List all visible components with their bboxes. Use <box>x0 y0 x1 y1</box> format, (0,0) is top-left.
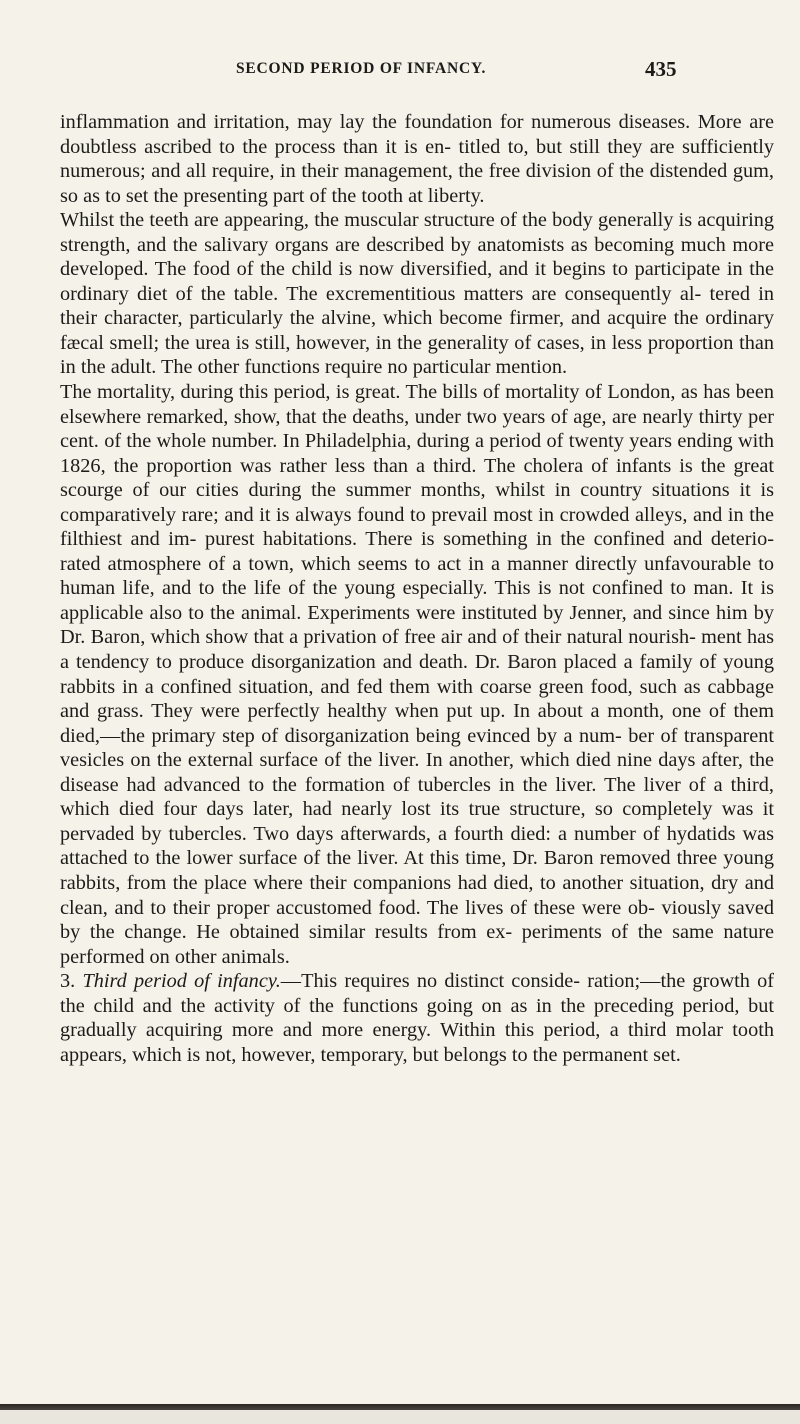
section-number: 3. <box>60 970 76 993</box>
page-number: 435 <box>645 57 677 81</box>
body-text <box>60 110 774 1067</box>
running-title: SECOND PERIOD OF INFANCY. <box>236 60 487 77</box>
section-text: —This requires no distinct conside- ration;—the growth of the child and the activity of the functions going on as in the preceding period, but gradually acquiring more and more energy. Within this period, a third molar tooth appears, which is not, however, temporary, but belongs to the permanent set. <box>60 970 774 1066</box>
page-bottom-margin <box>0 1410 800 1424</box>
section-heading: Third period of infancy. <box>82 970 281 993</box>
paragraph-muscular-structure: Whilst the teeth are appearing, the muscular structure of the body generally is acquiring strength, and the salivary organs are described by anatomists as becoming much more developed. The food of the child is now diversified, and it begins to participate in the ordinary diet of the table. The excrementitious matters are consequently al- tered in their character, particularly the alvine, which become firmer, and acquire the ordinary fæcal smell; the urea is still, however, in the generality of cases, in less proportion than in the adult. The other functions require no particular mention. <box>60 209 774 379</box>
running-head <box>0 57 800 90</box>
paragraph-teething-diseases: inflammation and irritation, may lay the foundation for numerous diseases. More are doubtless ascribed to the process than it is en- titled to, but still they are sufficiently numerous; and all require, in their management, the free division of the distended gum, so as to set the presenting part of the tooth at liberty. <box>60 111 774 207</box>
paragraph-third-period <box>60 969 774 1067</box>
paragraph-mortality: The mortality, during this period, is great. The bills of mortality of London, as has been elsewhere remarked, show, that the deaths, under two years of age, are nearly thirty per cent. of the whole number. In Philadelphia, during a period of twenty years ending with 1826, the proportion was rather less than a third. The cholera of infants is the great scourge of our cities during the summer months, whilst in country situations it is comparatively rare; and it is always found to prevail most in crowded alleys, and in the filthiest and im- purest habitations. There is something in the confined and deterio- rated atmosphere of a town, which seems to act in a manner directly unfavourable to human life, and to the life of the young especially. This is not confined to man. It is applicable also to the animal. Experiments were instituted by Jenner, and since him by Dr. Baron, which show that a privation of free air and of their natural nourish- ment has a tendency to produce disorganization and death. Dr. Baron placed a family of young rabbits in a confined situation, and fed them with coarse green food, such as cabbage and grass. They were perfectly healthy when put up. In about a month, one of them died,—the primary step of disorganization being evinced by a num- ber of transparent vesicles on the external surface of the liver. In another, which died nine days after, the disease had advanced to the formation of tubercles in the liver. The liver of a third, which died four days later, had nearly lost its true structure, so completely was it pervaded by tubercles. Two days afterwards, a fourth died: a number of hydatids was attached to the lower surface of the liver. At this time, Dr. Baron removed three young rabbits, from the place where their companions had died, to another situation, dry and clean, and to their proper accustomed food. The lives of these were ob- viously saved by the change. He obtained similar results from ex- periments of the same nature performed on other animals. <box>60 381 774 968</box>
